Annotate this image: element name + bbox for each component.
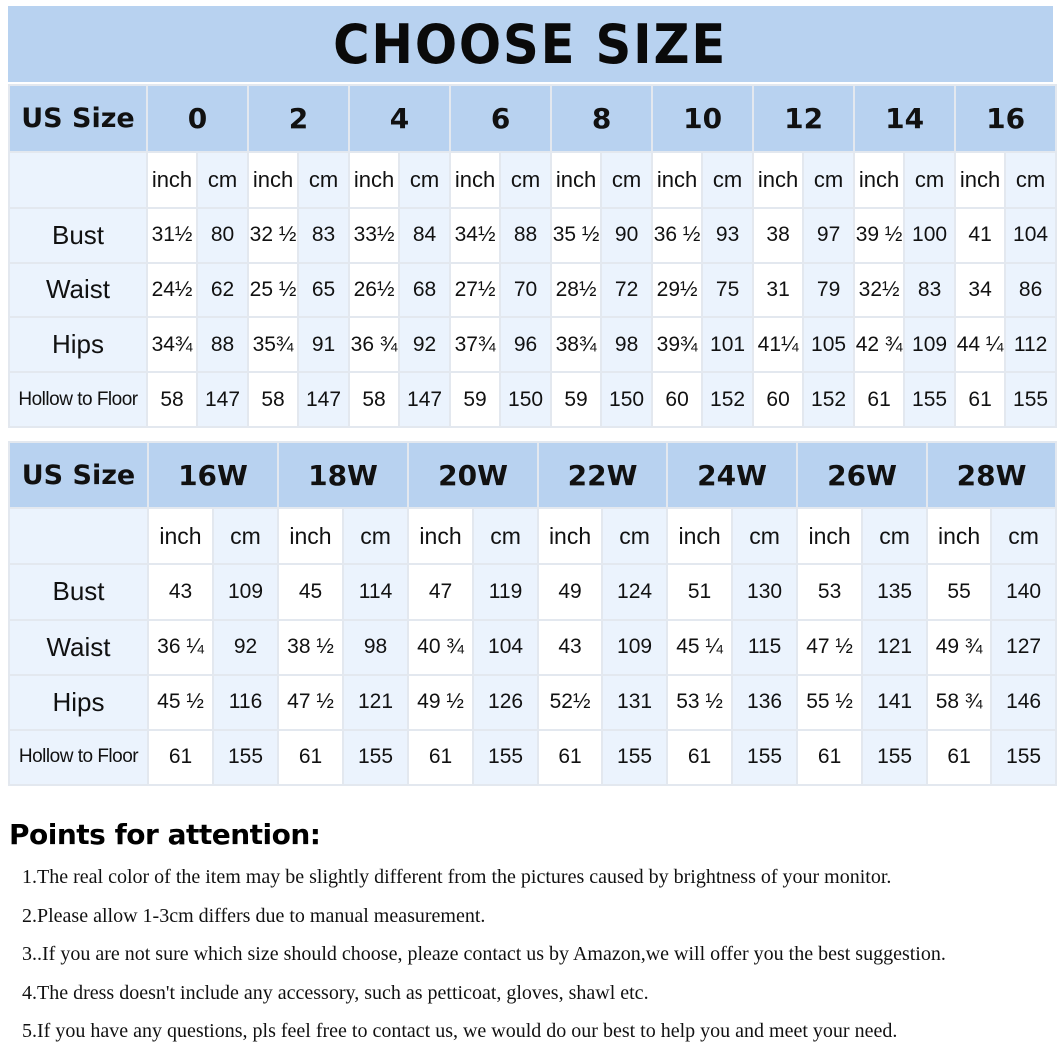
unit-cm: cm	[197, 152, 248, 208]
table-cell: 88	[500, 208, 551, 263]
table-cell: 91	[298, 317, 349, 372]
table-cell: 29½	[652, 263, 702, 318]
size-heading: 20W	[408, 442, 538, 508]
table-cell: 96	[500, 317, 551, 372]
size-heading: 26W	[797, 442, 927, 508]
measure-label: Hollow to Floor	[9, 372, 147, 427]
table-cell: 24½	[147, 263, 197, 318]
table-cell: 61	[538, 730, 602, 785]
table-cell: 112	[1005, 317, 1056, 372]
table-cell: 49	[538, 564, 602, 619]
unit-cm: cm	[732, 508, 797, 564]
table-cell: 52½	[538, 675, 602, 730]
unit-inch: inch	[927, 508, 991, 564]
unit-cm: cm	[473, 508, 538, 564]
table-cell: 98	[601, 317, 652, 372]
table-cell: 47 ½	[797, 620, 862, 675]
table-cell: 126	[473, 675, 538, 730]
table-cell: 32 ½	[248, 208, 298, 263]
table-cell: 72	[601, 263, 652, 318]
unit-inch: inch	[652, 152, 702, 208]
table-cell: 124	[602, 564, 667, 619]
table-cell: 147	[399, 372, 450, 427]
attention-notes	[9, 818, 1054, 1058]
table-cell: 155	[1005, 372, 1056, 427]
blank-cell	[9, 508, 148, 564]
unit-inch: inch	[538, 508, 602, 564]
table-cell: 55 ½	[797, 675, 862, 730]
unit-cm: cm	[702, 152, 753, 208]
table-cell: 105	[803, 317, 854, 372]
table-cell: 140	[991, 564, 1056, 619]
table-cell: 68	[399, 263, 450, 318]
table-cell: 35 ½	[551, 208, 601, 263]
table-cell: 35¾	[248, 317, 298, 372]
unit-inch: inch	[278, 508, 343, 564]
unit-inch: inch	[148, 508, 213, 564]
unit-inch: inch	[551, 152, 601, 208]
table-cell: 86	[1005, 263, 1056, 318]
unit-inch: inch	[248, 152, 298, 208]
table-cell: 33½	[349, 208, 399, 263]
table-cell: 65	[298, 263, 349, 318]
note-item: 1.The real color of the item may be slightly different from the pictures caused by brightness of your monitor.	[22, 866, 892, 888]
measure-label: Waist	[9, 263, 147, 318]
table-cell: 61	[797, 730, 862, 785]
table-cell: 58	[248, 372, 298, 427]
measure-label: Waist	[9, 620, 148, 675]
table-cell: 36 ¼	[148, 620, 213, 675]
table-cell: 59	[551, 372, 601, 427]
table-cell: 61	[667, 730, 732, 785]
table-cell: 61	[927, 730, 991, 785]
note-item: 4.The dress doesn't include any accessory, such as petticoat, gloves, shawl etc.	[22, 981, 649, 1004]
table-cell: 131	[602, 675, 667, 730]
measure-row	[9, 317, 1056, 372]
table-cell: 79	[803, 263, 854, 318]
table-cell: 116	[213, 675, 278, 730]
notes-heading: Points for attention:	[9, 818, 321, 851]
table-cell: 49 ¾	[927, 620, 991, 675]
size-heading: 18W	[278, 442, 408, 508]
table-cell: 41	[955, 208, 1005, 263]
table-cell: 141	[862, 675, 927, 730]
table-cell: 114	[343, 564, 408, 619]
table-cell: 26½	[349, 263, 399, 318]
unit-cm: cm	[991, 508, 1056, 564]
table-cell: 31	[753, 263, 803, 318]
table-cell: 97	[803, 208, 854, 263]
unit-inch: inch	[753, 152, 803, 208]
table-cell: 147	[197, 372, 248, 427]
unit-inch: inch	[854, 152, 904, 208]
table-cell: 62	[197, 263, 248, 318]
unit-inch: inch	[797, 508, 862, 564]
size-heading: 10	[652, 85, 753, 152]
table-cell: 36 ½	[652, 208, 702, 263]
table-cell: 39¾	[652, 317, 702, 372]
measure-row	[9, 564, 1056, 619]
table-cell: 40 ¾	[408, 620, 473, 675]
size-heading: 8	[551, 85, 652, 152]
table-cell: 109	[213, 564, 278, 619]
measure-label: Hips	[9, 675, 148, 730]
size-heading: 16W	[148, 442, 278, 508]
table-cell: 60	[652, 372, 702, 427]
table-cell: 155	[213, 730, 278, 785]
unit-cm: cm	[343, 508, 408, 564]
table-cell: 43	[538, 620, 602, 675]
size-chart-plus	[8, 441, 1057, 786]
size-heading: 22W	[538, 442, 667, 508]
unit-cm: cm	[213, 508, 278, 564]
table-cell: 152	[702, 372, 753, 427]
table-cell: 90	[601, 208, 652, 263]
table-cell: 98	[343, 620, 408, 675]
blank-cell	[9, 152, 147, 208]
page-title: CHOOSE SIZE	[333, 12, 728, 76]
unit-cm: cm	[601, 152, 652, 208]
table-cell: 150	[601, 372, 652, 427]
size-heading: 2	[248, 85, 349, 152]
table-cell: 155	[343, 730, 408, 785]
table-cell: 84	[399, 208, 450, 263]
table-cell: 34¾	[147, 317, 197, 372]
table-cell: 25 ½	[248, 263, 298, 318]
table-cell: 38	[753, 208, 803, 263]
table-cell: 88	[197, 317, 248, 372]
table-cell: 59	[450, 372, 500, 427]
table-cell: 150	[500, 372, 551, 427]
table-cell: 115	[732, 620, 797, 675]
table-cell: 53	[797, 564, 862, 619]
table-cell: 43	[148, 564, 213, 619]
size-chart-standard	[8, 84, 1057, 428]
table-cell: 55	[927, 564, 991, 619]
table-cell: 155	[904, 372, 955, 427]
size-heading: 16	[955, 85, 1056, 152]
table-cell: 36 ¾	[349, 317, 399, 372]
table-cell: 45 ½	[148, 675, 213, 730]
table-cell: 53 ½	[667, 675, 732, 730]
size-heading: 14	[854, 85, 955, 152]
unit-row	[9, 152, 1056, 208]
table-cell: 61	[955, 372, 1005, 427]
table-cell: 104	[473, 620, 538, 675]
unit-inch: inch	[667, 508, 732, 564]
size-heading: 28W	[927, 442, 1056, 508]
measure-label: Hollow to Floor	[9, 730, 148, 785]
table-cell: 51	[667, 564, 732, 619]
size-heading: 4	[349, 85, 450, 152]
table-cell: 127	[991, 620, 1056, 675]
table-cell: 42 ¾	[854, 317, 904, 372]
measure-row	[9, 372, 1056, 427]
note-item: 2.Please allow 1-3cm differs due to manual measurement.	[22, 904, 486, 927]
table-cell: 75	[702, 263, 753, 318]
unit-cm: cm	[500, 152, 551, 208]
unit-inch: inch	[450, 152, 500, 208]
table-cell: 61	[148, 730, 213, 785]
size-heading: 12	[753, 85, 854, 152]
table-cell: 146	[991, 675, 1056, 730]
table-cell: 83	[904, 263, 955, 318]
table-cell: 93	[702, 208, 753, 263]
table-cell: 58	[349, 372, 399, 427]
table-cell: 155	[862, 730, 927, 785]
note-item: 3..If you are not sure which size should choose, pleaze contact us by Amazon,we will offer you the best suggestion.	[22, 943, 946, 965]
size-header-row	[9, 85, 1056, 152]
measure-row	[9, 675, 1056, 730]
table-cell: 34½	[450, 208, 500, 263]
unit-cm: cm	[1005, 152, 1056, 208]
table-cell: 60	[753, 372, 803, 427]
unit-inch: inch	[147, 152, 197, 208]
table-cell: 152	[803, 372, 854, 427]
table-cell: 37¾	[450, 317, 500, 372]
notes-list	[9, 865, 1054, 1058]
table-cell: 119	[473, 564, 538, 619]
size-header-row	[9, 442, 1056, 508]
table-cell: 49 ½	[408, 675, 473, 730]
table-cell: 155	[991, 730, 1056, 785]
table-cell: 31½	[147, 208, 197, 263]
us-size-label: US Size	[9, 85, 147, 152]
table-cell: 38 ½	[278, 620, 343, 675]
table-cell: 70	[500, 263, 551, 318]
table-cell: 61	[278, 730, 343, 785]
unit-inch: inch	[349, 152, 399, 208]
table-cell: 121	[343, 675, 408, 730]
unit-cm: cm	[904, 152, 955, 208]
measure-row	[9, 730, 1056, 785]
note-item: 5.If you have any questions, pls feel free to contact us, we would do our best to help you and meet your need.	[22, 1020, 898, 1042]
table-cell: 92	[399, 317, 450, 372]
table-cell: 155	[473, 730, 538, 785]
title-banner	[8, 6, 1053, 82]
table-cell: 155	[602, 730, 667, 785]
unit-cm: cm	[399, 152, 450, 208]
measure-label: Bust	[9, 564, 148, 619]
measure-row	[9, 208, 1056, 263]
table-cell: 45	[278, 564, 343, 619]
table-cell: 121	[862, 620, 927, 675]
table-cell: 58 ¾	[927, 675, 991, 730]
table-cell: 92	[213, 620, 278, 675]
table-cell: 45 ¼	[667, 620, 732, 675]
table-cell: 109	[904, 317, 955, 372]
table-cell: 83	[298, 208, 349, 263]
table-cell: 61	[854, 372, 904, 427]
unit-cm: cm	[298, 152, 349, 208]
table-cell: 101	[702, 317, 753, 372]
table-cell: 34	[955, 263, 1005, 318]
table-cell: 28½	[551, 263, 601, 318]
unit-cm: cm	[803, 152, 854, 208]
table-cell: 27½	[450, 263, 500, 318]
table-cell: 104	[1005, 208, 1056, 263]
size-heading: 6	[450, 85, 551, 152]
measure-row	[9, 263, 1056, 318]
table-cell: 80	[197, 208, 248, 263]
table-cell: 39 ½	[854, 208, 904, 263]
table-cell: 47	[408, 564, 473, 619]
measure-label: Bust	[9, 208, 147, 263]
table-cell: 47 ½	[278, 675, 343, 730]
table-cell: 38¾	[551, 317, 601, 372]
unit-cm: cm	[862, 508, 927, 564]
size-heading: 24W	[667, 442, 797, 508]
us-size-label: US Size	[9, 442, 148, 508]
table-cell: 61	[408, 730, 473, 785]
table-cell: 100	[904, 208, 955, 263]
table-cell: 135	[862, 564, 927, 619]
unit-inch: inch	[955, 152, 1005, 208]
unit-cm: cm	[602, 508, 667, 564]
table-cell: 44 ¼	[955, 317, 1005, 372]
table-cell: 41¼	[753, 317, 803, 372]
table-cell: 136	[732, 675, 797, 730]
unit-row	[9, 508, 1056, 564]
measure-label: Hips	[9, 317, 147, 372]
unit-inch: inch	[408, 508, 473, 564]
table-cell: 147	[298, 372, 349, 427]
table-cell: 58	[147, 372, 197, 427]
table-cell: 130	[732, 564, 797, 619]
table-cell: 109	[602, 620, 667, 675]
table-cell: 32½	[854, 263, 904, 318]
measure-row	[9, 620, 1056, 675]
size-heading: 0	[147, 85, 248, 152]
table-cell: 155	[732, 730, 797, 785]
